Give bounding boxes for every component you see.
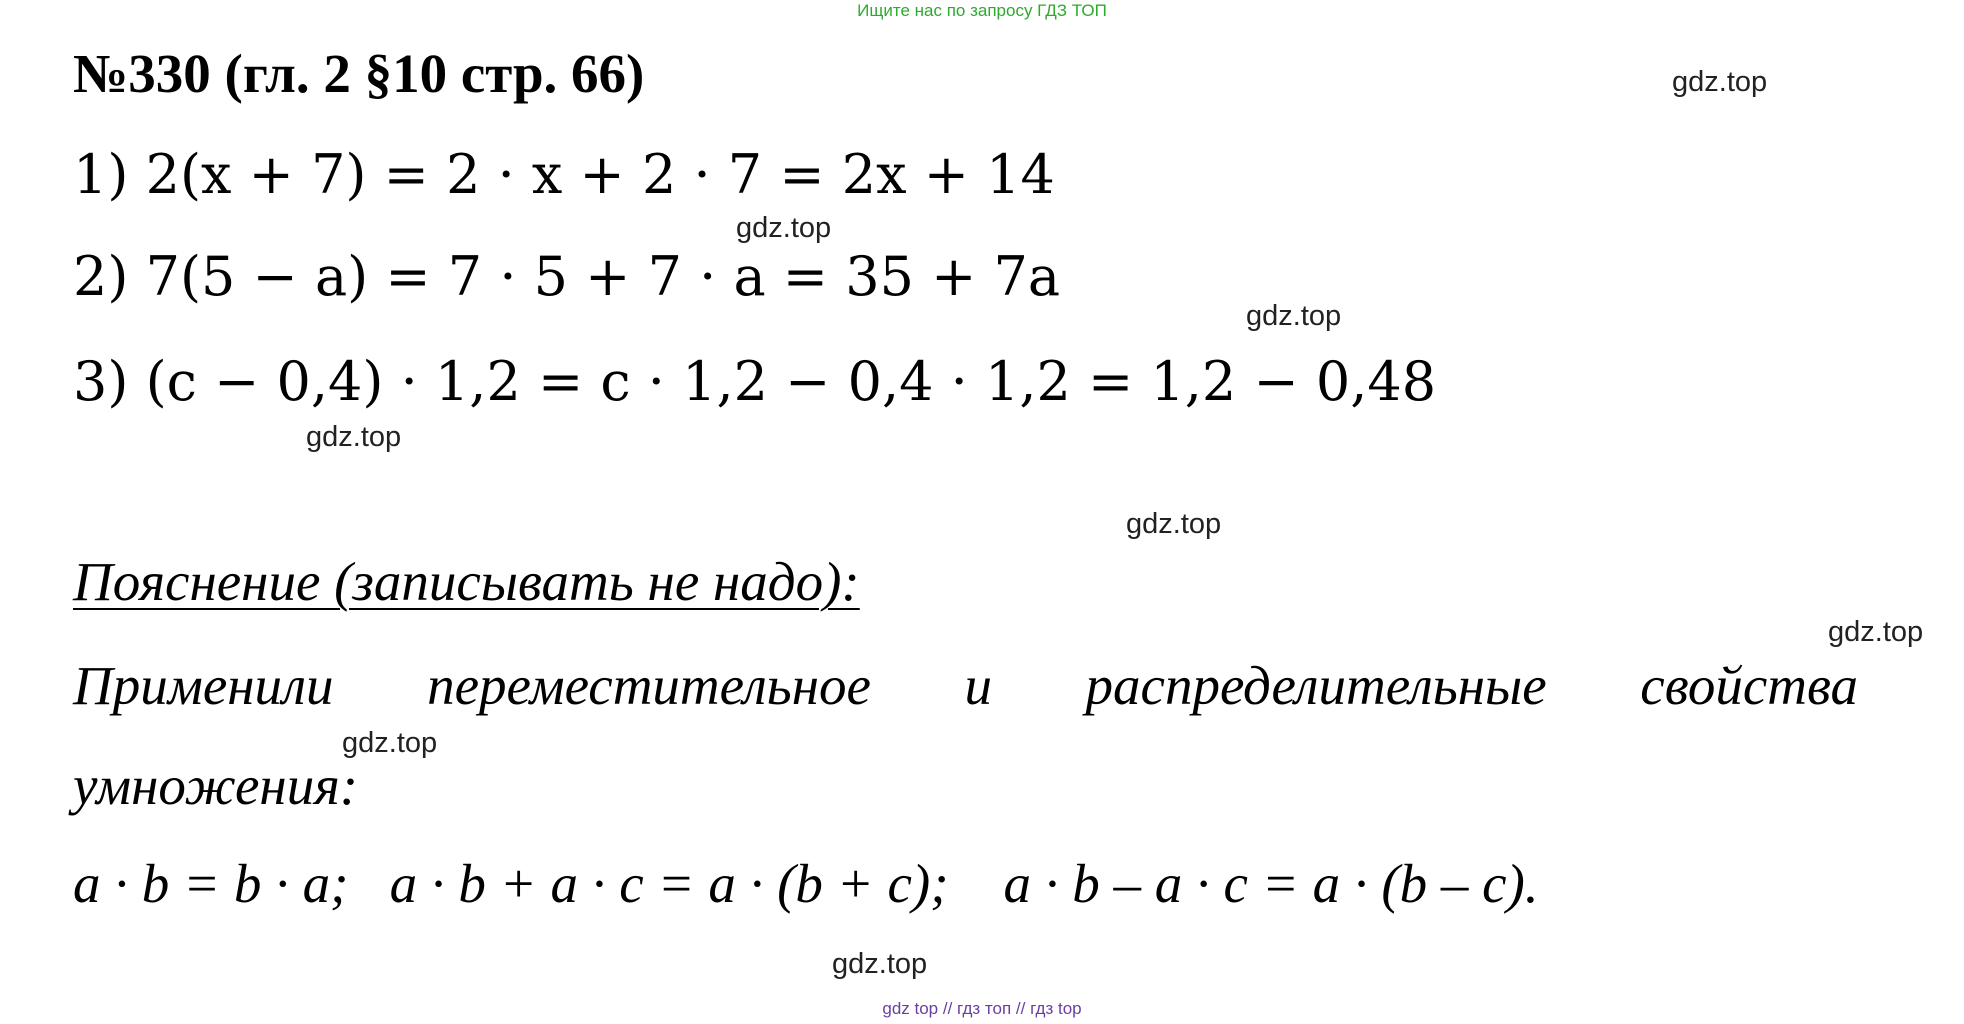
watermark: gdz.top (832, 948, 928, 980)
footer-link[interactable]: гдз топ (957, 999, 1012, 1018)
footer-link[interactable]: гдз top (1030, 999, 1082, 1018)
explanation-word: переместительное (427, 655, 871, 716)
equation-expression: 7(5 − a) = 7 · 5 + 7 · a = 35 + 7a (145, 245, 1061, 308)
watermark: gdz.top (1672, 66, 1768, 98)
footer-separator: // (942, 999, 953, 1018)
watermark: gdz.top (342, 727, 438, 759)
explanation-word: свойства (1640, 655, 1858, 716)
exercise-title: №330 (гл. 2 §10 стр. 66) (73, 43, 645, 104)
explanation-line-1 (73, 654, 1858, 717)
search-hint-banner: Ищите нас по запросу ГДЗ ТОП (857, 1, 1107, 20)
equation-1 (73, 143, 1055, 206)
equation-2 (73, 245, 1060, 308)
equation-expression: (c − 0,4) · 1,2 = c · 1,2 − 0,4 · 1,2 = 1,2 − 0,48 (145, 350, 1437, 413)
explanation-word: и (964, 655, 992, 716)
watermark: gdz.top (736, 212, 832, 244)
watermark: gdz.top (1126, 508, 1222, 540)
equation-number: 2) (73, 245, 129, 308)
footer-link[interactable]: gdz top (882, 999, 939, 1018)
explanation-heading: Пояснение (записывать не надо): (73, 551, 860, 612)
equation-expression: 2(x + 7) = 2 · x + 2 · 7 = 2x + 14 (145, 143, 1055, 206)
equation-number: 1) (73, 143, 129, 206)
watermark: gdz.top (1246, 300, 1342, 332)
footer-links (0, 999, 1964, 1019)
footer-separator: // (1015, 999, 1026, 1018)
explanation-word: Применили (73, 655, 334, 716)
watermark: gdz.top (306, 421, 402, 453)
equation-3 (73, 350, 1436, 413)
watermark: gdz.top (1828, 616, 1924, 648)
multiplication-properties: a · b = b · a; a · b + a · c = a · (b + c); a · b – a · c = a · (b – c). (73, 853, 1539, 914)
explanation-line-2: умножения: (73, 755, 359, 816)
equation-number: 3) (73, 350, 129, 413)
explanation-word: распределительные (1085, 655, 1547, 716)
